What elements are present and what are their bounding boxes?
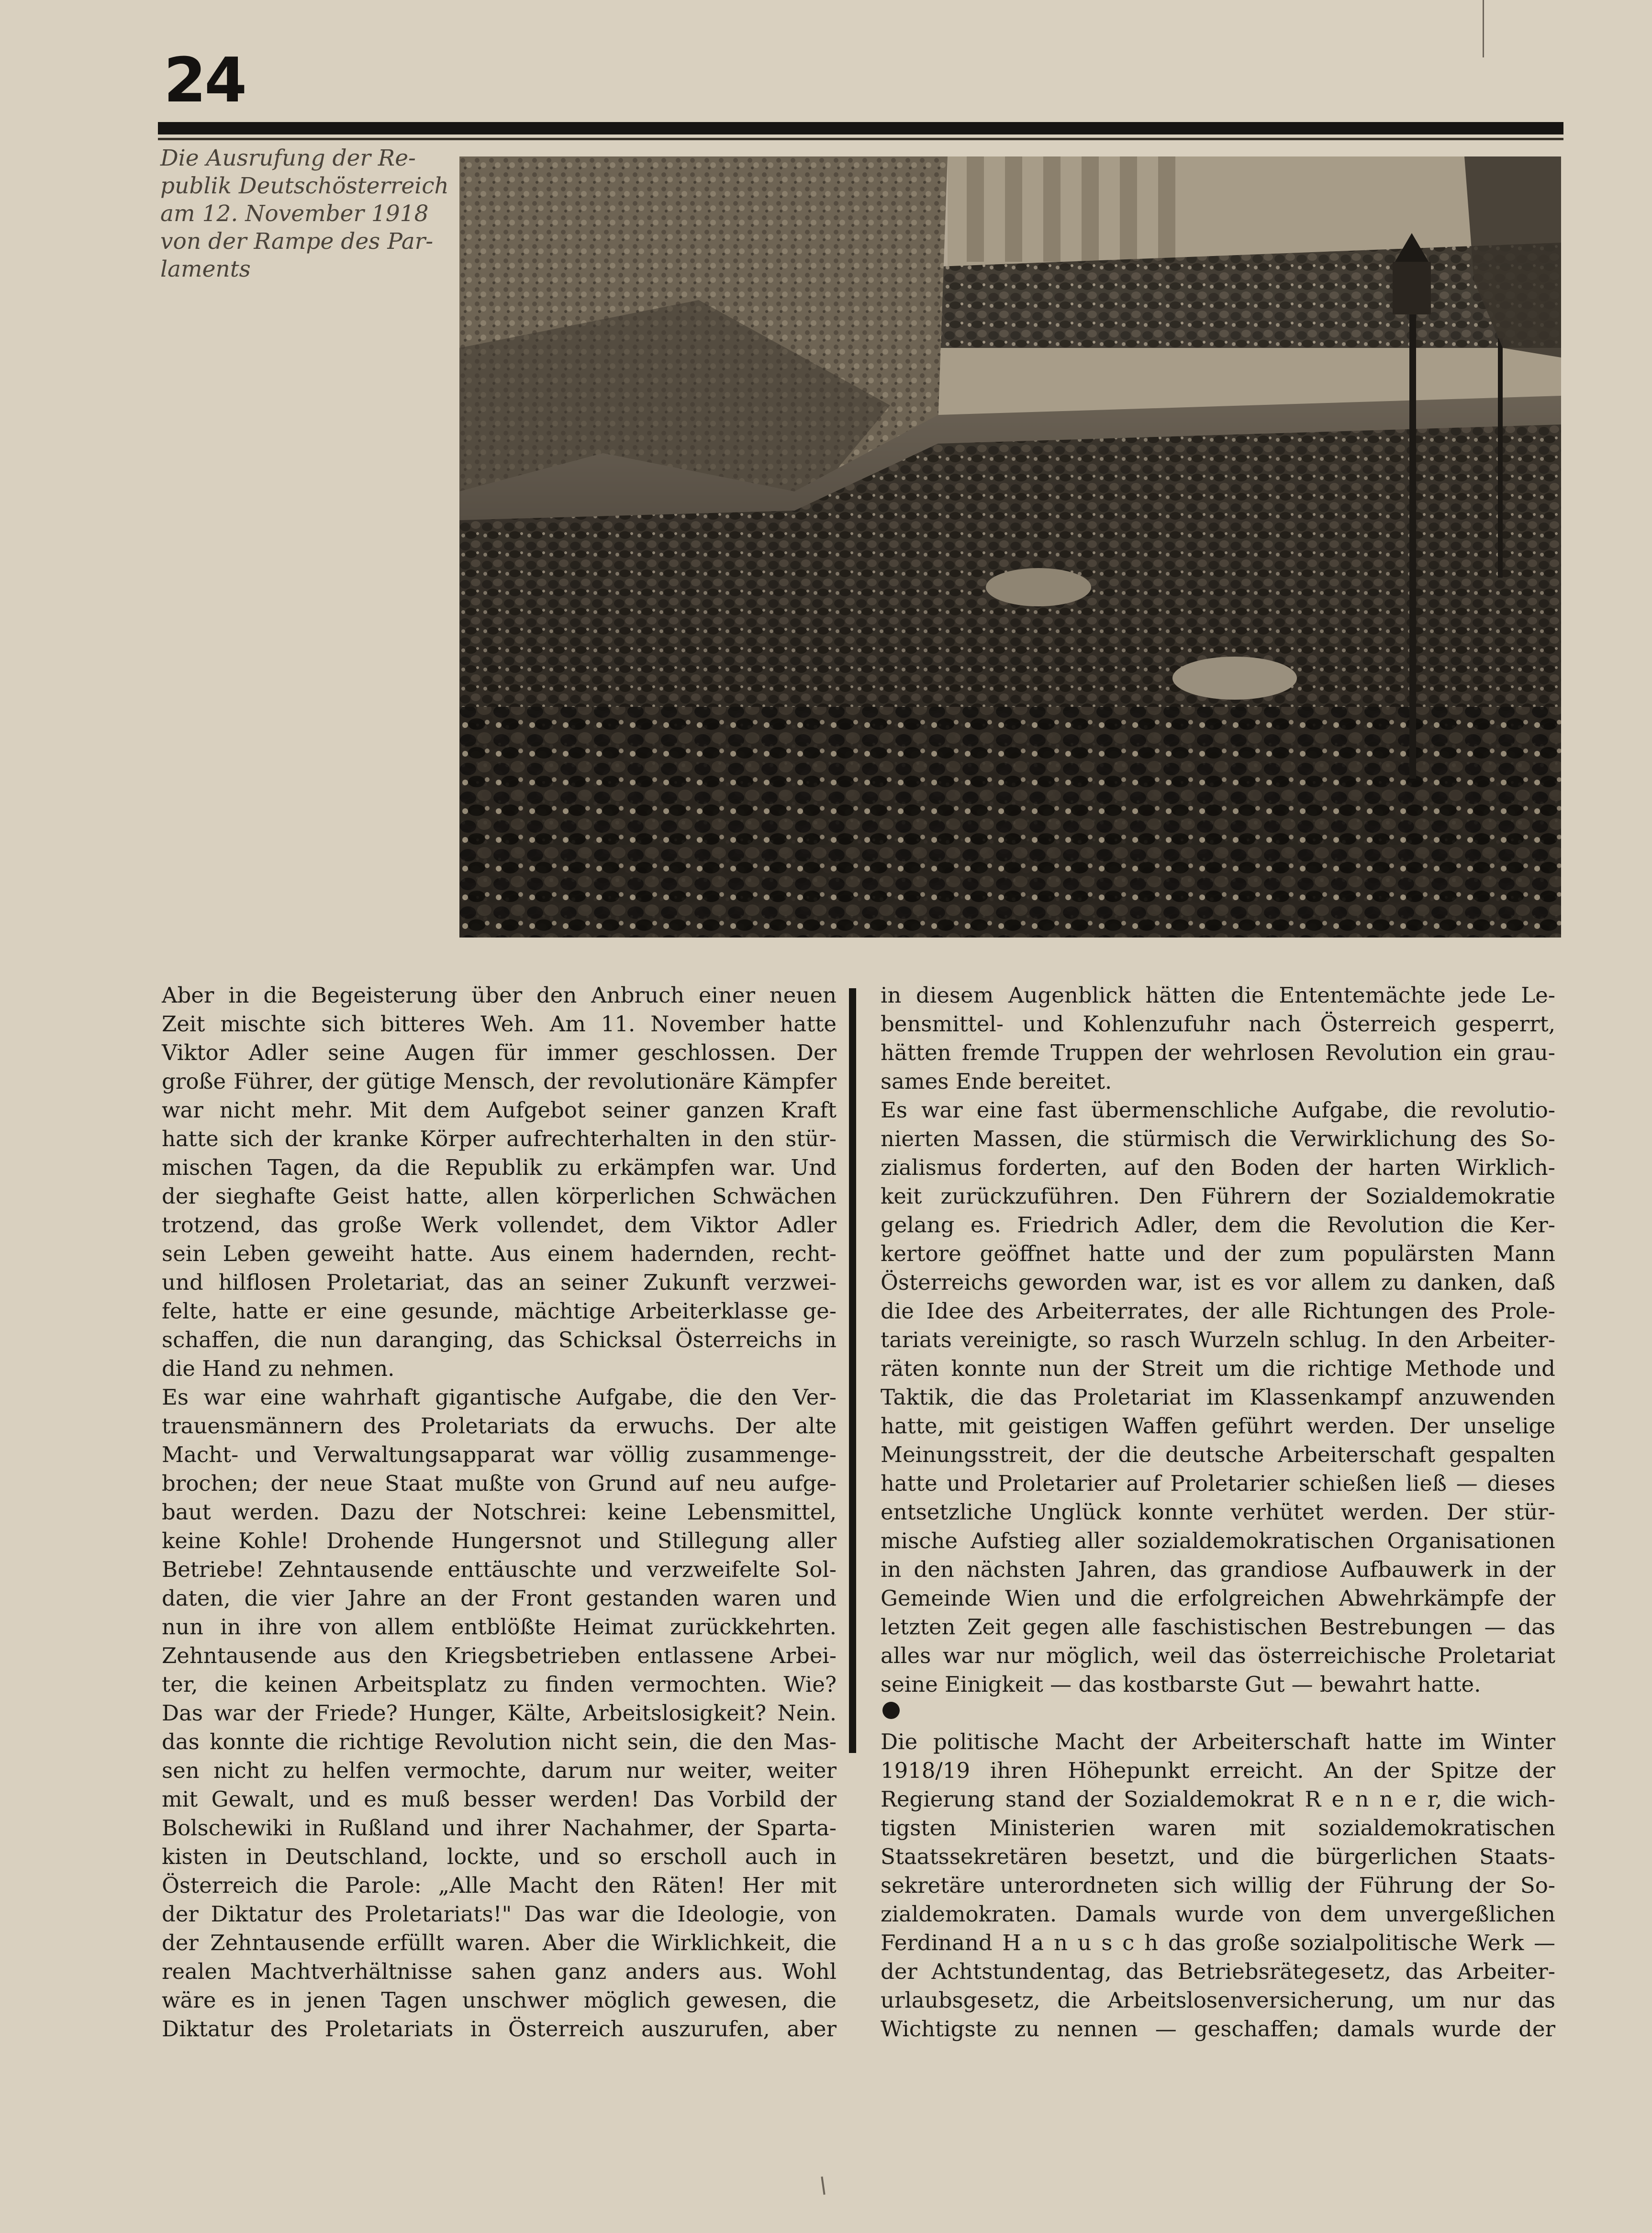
- page-number: 24: [164, 45, 246, 116]
- text-line: sames Ende bereitet.: [881, 1069, 1112, 1094]
- text-line: realen Machtverhältnisse sahen ganz anders aus. Wohl: [162, 1959, 837, 1984]
- header-rule-thin: [158, 138, 1563, 140]
- text-line: Regierung stand der Sozialdemokrat R e n n e r, die wich-: [881, 1786, 1555, 1812]
- text-line: Macht- und Verwaltungsapparat war völlig zusammenge-: [162, 1442, 837, 1467]
- text-line: letzten Zeit gegen alle faschistischen Bestrebungen — das: [881, 1614, 1555, 1640]
- text-line: Die politische Macht der Arbeiterschaft hatte im Winter: [881, 1729, 1555, 1754]
- text-line: kertore geöffnet hatte und der zum populärsten Mann: [881, 1241, 1555, 1266]
- caption-line: Die Ausrufung der Re-: [160, 145, 416, 171]
- text-line: kisten in Deutschland, lockte, und so erscholl auch in: [162, 1844, 837, 1869]
- text-line: gelang es. Friedrich Adler, dem die Revolution die Ker-: [881, 1212, 1555, 1238]
- text-line: alles war nur möglich, weil das österreichische Proletariat: [881, 1643, 1555, 1668]
- text-line: mischen Tagen, da die Republik zu erkämpfen war. Und: [162, 1155, 837, 1180]
- text-line: der Zehntausende erfüllt waren. Aber die Wirklichkeit, die: [162, 1930, 837, 1955]
- text-line: seine Einigkeit — das kostbarste Gut — bewahrt hatte.: [881, 1672, 1481, 1697]
- text-line: große Führer, der gütige Mensch, der revolutionäre Kämpfer: [162, 1069, 837, 1094]
- section-break-line: [881, 1699, 1555, 1728]
- text-line: die Idee des Arbeiterrates, der alle Richtungen des Prole-: [881, 1298, 1555, 1324]
- text-line: Ferdinand H a n u s c h das große sozialpolitische Werk —: [881, 1930, 1555, 1955]
- text-line: nun in ihre von allem entblößte Heimat zurückkehrten.: [162, 1614, 837, 1640]
- text-line: die Hand zu nehmen.: [162, 1356, 395, 1381]
- text-line: sen nicht zu helfen vermochte, darum nur weiter, weiter: [162, 1758, 837, 1783]
- text-line: zialismus forderten, auf den Boden der harten Wirklich-: [881, 1155, 1555, 1180]
- text-line: trotzend, das große Werk vollendet, dem Viktor Adler: [162, 1212, 837, 1238]
- text-line: räten konnte nun der Streit um die richtige Methode und: [881, 1356, 1555, 1381]
- text-line: Taktik, die das Proletariat im Klassenkampf anzuwenden: [881, 1384, 1555, 1410]
- text-line: Zehntausende aus den Kriegsbetrieben entlassene Arbei-: [162, 1643, 837, 1668]
- text-line: tariats vereinigte, so rasch Wurzeln schlug. In den Arbeiter-: [881, 1327, 1555, 1352]
- text-line: hatte, mit geistigen Waffen geführt werden. Der unselige: [881, 1413, 1555, 1439]
- text-line: das konnte die richtige Revolution nicht sein, die den Mas-: [162, 1729, 837, 1754]
- text-line: der sieghafte Geist hatte, allen körperlichen Schwächen: [162, 1183, 837, 1209]
- text-line: der Diktatur des Proletariats!" Das war die Ideologie, von: [162, 1901, 837, 1927]
- caption-line: laments: [160, 256, 251, 282]
- text-line: schaffen, die nun daranging, das Schicksal Österreichs in: [162, 1327, 837, 1352]
- photo-caption: [160, 145, 449, 283]
- text-line: in diesem Augenblick hätten die Ententemächte jede Le-: [881, 983, 1555, 1008]
- text-column-right: [881, 981, 1555, 2043]
- text-line: wäre es in jenen Tagen unschwer möglich gewesen, die: [162, 1987, 837, 2013]
- text-line: mische Aufstieg aller sozialdemokratischen Organisationen: [881, 1528, 1555, 1553]
- text-line: zialdemokraten. Damals wurde von dem unvergeßlichen: [881, 1901, 1555, 1927]
- caption-line: am 12. November 1918: [160, 201, 429, 227]
- text-line: nierten Massen, die stürmisch die Verwirklichung des So-: [881, 1126, 1555, 1151]
- crowd-photo: [459, 156, 1561, 938]
- page-mark: [821, 2177, 825, 2195]
- text-line: baut werden. Dazu der Notschrei: keine Lebensmittel,: [162, 1499, 837, 1525]
- text-line: keine Kohle! Drohende Hungersnot und Stillegung aller: [162, 1528, 837, 1553]
- text-line: Betriebe! Zehntausende enttäuschte und verzweifelte Sol-: [162, 1557, 837, 1582]
- text-line: Zeit mischte sich bitteres Weh. Am 11. November hatte: [162, 1011, 837, 1037]
- text-line: sekretäre unterordneten sich willig der Führung der So-: [881, 1873, 1555, 1898]
- column-divider: [849, 988, 856, 1753]
- text-column-left: [162, 981, 837, 2043]
- text-line: mit Gewalt, und es muß besser werden! Das Vorbild der: [162, 1786, 837, 1812]
- text-line: Wichtigste zu nennen — geschaffen; damals wurde der: [881, 2016, 1555, 2042]
- text-line: 1918/19 ihren Höhepunkt erreicht. An der Spitze der: [881, 1758, 1555, 1783]
- text-line: und hilflosen Proletariat, das an seiner Zukunft verzwei-: [162, 1270, 837, 1295]
- text-line: bensmittel- und Kohlenzufuhr nach Österreich gesperrt,: [881, 1011, 1555, 1037]
- text-line: Diktatur des Proletariats in Österreich auszurufen, aber: [162, 2016, 837, 2042]
- text-line: Staatssekretären besetzt, und die bürgerlichen Staats-: [881, 1844, 1555, 1869]
- text-line: Das war der Friede? Hunger, Kälte, Arbeitslosigkeit? Nein.: [162, 1700, 837, 1726]
- text-line: der Achtstundentag, das Betriebsrätegesetz, das Arbeiter-: [881, 1959, 1555, 1984]
- crowd-photo-image: [459, 156, 1561, 938]
- text-line: Gemeinde Wien und die erfolgreichen Abwehrkämpfe der: [881, 1585, 1555, 1611]
- section-bullet-icon: [882, 1702, 900, 1719]
- text-line: daten, die vier Jahre an der Front gestanden waren und: [162, 1585, 837, 1611]
- text-line: Österreich die Parole: „Alle Macht den Räten! Her mit: [162, 1873, 837, 1898]
- text-line: Es war eine fast übermenschliche Aufgabe, die revolutio-: [881, 1097, 1555, 1123]
- text-line: keit zurückzuführen. Den Führern der Sozialdemokratie: [881, 1183, 1555, 1209]
- text-line: Österreichs geworden war, ist es vor allem zu danken, daß: [881, 1270, 1555, 1295]
- text-line: Bolschewiki in Rußland und ihrer Nachahmer, der Sparta-: [162, 1815, 837, 1841]
- text-line: entsetzliche Unglück konnte verhütet werden. Der stür-: [881, 1499, 1555, 1525]
- text-line: Aber in die Begeisterung über den Anbruch einer neuen: [162, 983, 837, 1008]
- text-line: brochen; der neue Staat mußte von Grund auf neu aufge-: [162, 1471, 837, 1496]
- text-line: hatte und Proletarier auf Proletarier schießen ließ — dieses: [881, 1471, 1555, 1496]
- text-line: tigsten Ministerien waren mit sozialdemokratischen: [881, 1815, 1555, 1841]
- text-line: urlaubsgesetz, die Arbeitslosenversicherung, um nur das: [881, 1987, 1555, 2013]
- text-line: felte, hatte er eine gesunde, mächtige Arbeiterklasse ge-: [162, 1298, 837, 1324]
- text-line: ter, die keinen Arbeitsplatz zu finden vermochten. Wie?: [162, 1672, 837, 1697]
- text-line: Meinungsstreit, der die deutsche Arbeiterschaft gespalten: [881, 1442, 1555, 1467]
- edge-mark: [1483, 0, 1484, 57]
- text-line: sein Leben geweiht hatte. Aus einem hadernden, recht-: [162, 1241, 837, 1266]
- text-line: Es war eine wahrhaft gigantische Aufgabe, die den Ver-: [162, 1384, 837, 1410]
- header-rule: [158, 122, 1563, 134]
- text-line: hatte sich der kranke Körper aufrechterhalten in den stür-: [162, 1126, 837, 1151]
- text-line: Viktor Adler seine Augen für immer geschlossen. Der: [162, 1040, 837, 1065]
- text-line: in den nächsten Jahren, das grandiose Aufbauwerk in der: [881, 1557, 1555, 1582]
- text-line: trauensmännern des Proletariats da erwuchs. Der alte: [162, 1413, 837, 1439]
- text-line: hätten fremde Truppen der wehrlosen Revolution ein grau-: [881, 1040, 1555, 1065]
- caption-line: publik Deutschösterreich: [160, 173, 449, 199]
- text-line: war nicht mehr. Mit dem Aufgebot seiner ganzen Kraft: [162, 1097, 837, 1123]
- caption-line: von der Rampe des Par-: [160, 228, 434, 255]
